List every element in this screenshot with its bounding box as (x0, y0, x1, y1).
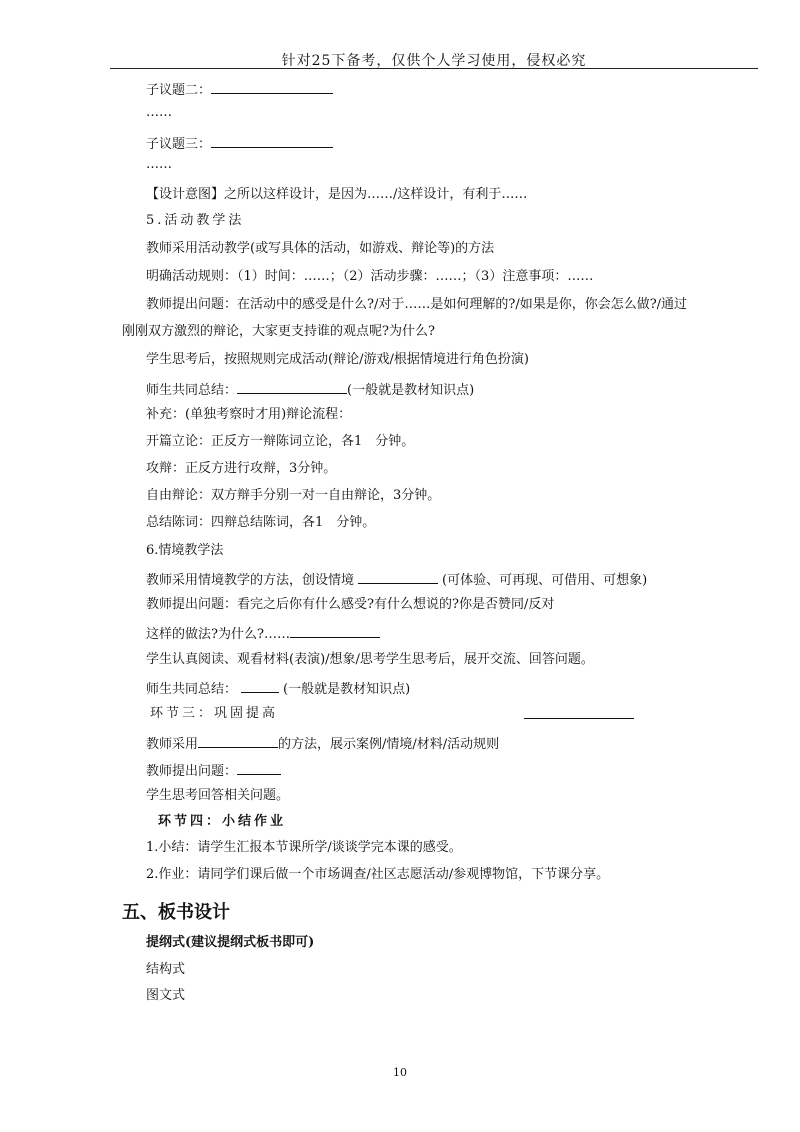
teacher-question-blank (237, 760, 281, 775)
sub-topic-2-label: 子议题二： (146, 83, 212, 98)
board-graphic-type: 图文式 (146, 988, 186, 1003)
paragraph: 补充：(单独考察时才用)辩论流程： (146, 407, 352, 422)
summary-line-2 (146, 678, 410, 699)
summary-line (146, 379, 474, 400)
paragraph: 2.作业：请同学们课后做一个市场调查/社区志愿活动/参观博物馆，下节课分享。 (146, 867, 610, 882)
teacher-question-label: 教师提出问题： (146, 764, 238, 779)
sub-topic-2 (146, 79, 333, 100)
header-rule (110, 68, 758, 69)
paragraph: 教师提出问题：看完之后你有什么感受?有什么想说的?你是否赞同/反对 (146, 597, 555, 612)
paragraph: 明确活动规则：（1）时间：……；（2）活动步骤：……；（3）注意事项：…… (146, 269, 594, 284)
heading-activity-method: 5.活动教学法 (146, 213, 245, 228)
paragraph: 学生思考后，按照规则完成活动(辩论/游戏/根据情境进行角色扮演) (146, 352, 529, 367)
summary-label: 师生共同总结： (146, 383, 238, 398)
method-blank (198, 733, 278, 748)
ellipsis-line: …… (146, 157, 172, 172)
heading-link-3: 环节三：巩固提高 (150, 706, 279, 721)
board-outline-type: 提纲式(建议提纲式板书即可) (146, 935, 315, 950)
method-line (146, 733, 499, 754)
paragraph: 自由辩论：双方辩手分别一对一自由辩论，3分钟。 (146, 488, 441, 503)
page-number: 10 (393, 1066, 407, 1079)
paragraph: 攻辩：正反方进行攻辩，3分钟。 (146, 461, 337, 476)
summary-note-2: (一般就是教材知识点) (283, 682, 411, 697)
situation-blank (358, 569, 438, 584)
paragraph: 1.小结：请学生汇报本节课所学/谈谈学完本课的感受。 (146, 840, 462, 855)
heading-situation-method: 6.情境教学法 (146, 543, 224, 558)
section-title-board-design: 五、板书设计 (122, 902, 230, 923)
link-3-blank (524, 704, 634, 719)
teacher-question-line (146, 760, 281, 781)
paragraph: 开篇立论：正反方一辩陈词立论，各1 分钟。 (146, 434, 415, 449)
situation-label: 教师采用情境教学的方法，创设情境 (146, 573, 355, 588)
sub-topic-2-blank (211, 79, 333, 94)
paragraph: 教师提出问题：在活动中的感受是什么?/对于……是如何理解的?/如果是你，你会怎么做?/通过 (146, 297, 688, 312)
method-label: 教师采用 (146, 737, 199, 752)
situation-line (146, 569, 647, 590)
sub-topic-3 (146, 133, 333, 154)
question-text: 这样的做法?为什么?…… (146, 627, 290, 642)
sub-topic-3-blank (211, 133, 333, 148)
method-note: 的方法，展示案例/情境/材料/活动规则 (278, 737, 500, 752)
summary-label-2: 师生共同总结： (146, 682, 238, 697)
summary-blank-2 (241, 678, 279, 693)
board-structure-type: 结构式 (146, 962, 186, 977)
summary-blank (237, 379, 347, 394)
paragraph: 学生思考回答相关问题。 (146, 788, 290, 803)
heading-link-4: 环节四：小结作业 (158, 814, 287, 829)
design-intent: 【设计意图】之所以这样设计，是因为……/这样设计，有利于…… (146, 187, 528, 202)
question-blank (290, 623, 380, 638)
sub-topic-3-label: 子议题三： (146, 137, 212, 152)
paragraph: 教师采用活动教学(或写具体的活动，如游戏、辩论等)的方法 (146, 241, 495, 256)
page-header: 针对25下备考，仅供个人学习使用，侵权必究 (281, 53, 587, 69)
paragraph: 学生认真阅读、观看材料(表演)/想象/思考学生思考后，展开交流、回答问题。 (146, 652, 594, 667)
paragraph: 刚刚双方激烈的辩论，大家更支持谁的观点呢?为什么? (122, 324, 435, 339)
ellipsis-line: …… (146, 105, 172, 120)
situation-note: (可体验、可再现、可借用、可想象) (442, 573, 648, 588)
summary-note: (一般就是教材知识点) (347, 383, 475, 398)
question-line (146, 623, 380, 644)
paragraph: 总结陈词：四辩总结陈词，各1 分钟。 (146, 515, 376, 530)
